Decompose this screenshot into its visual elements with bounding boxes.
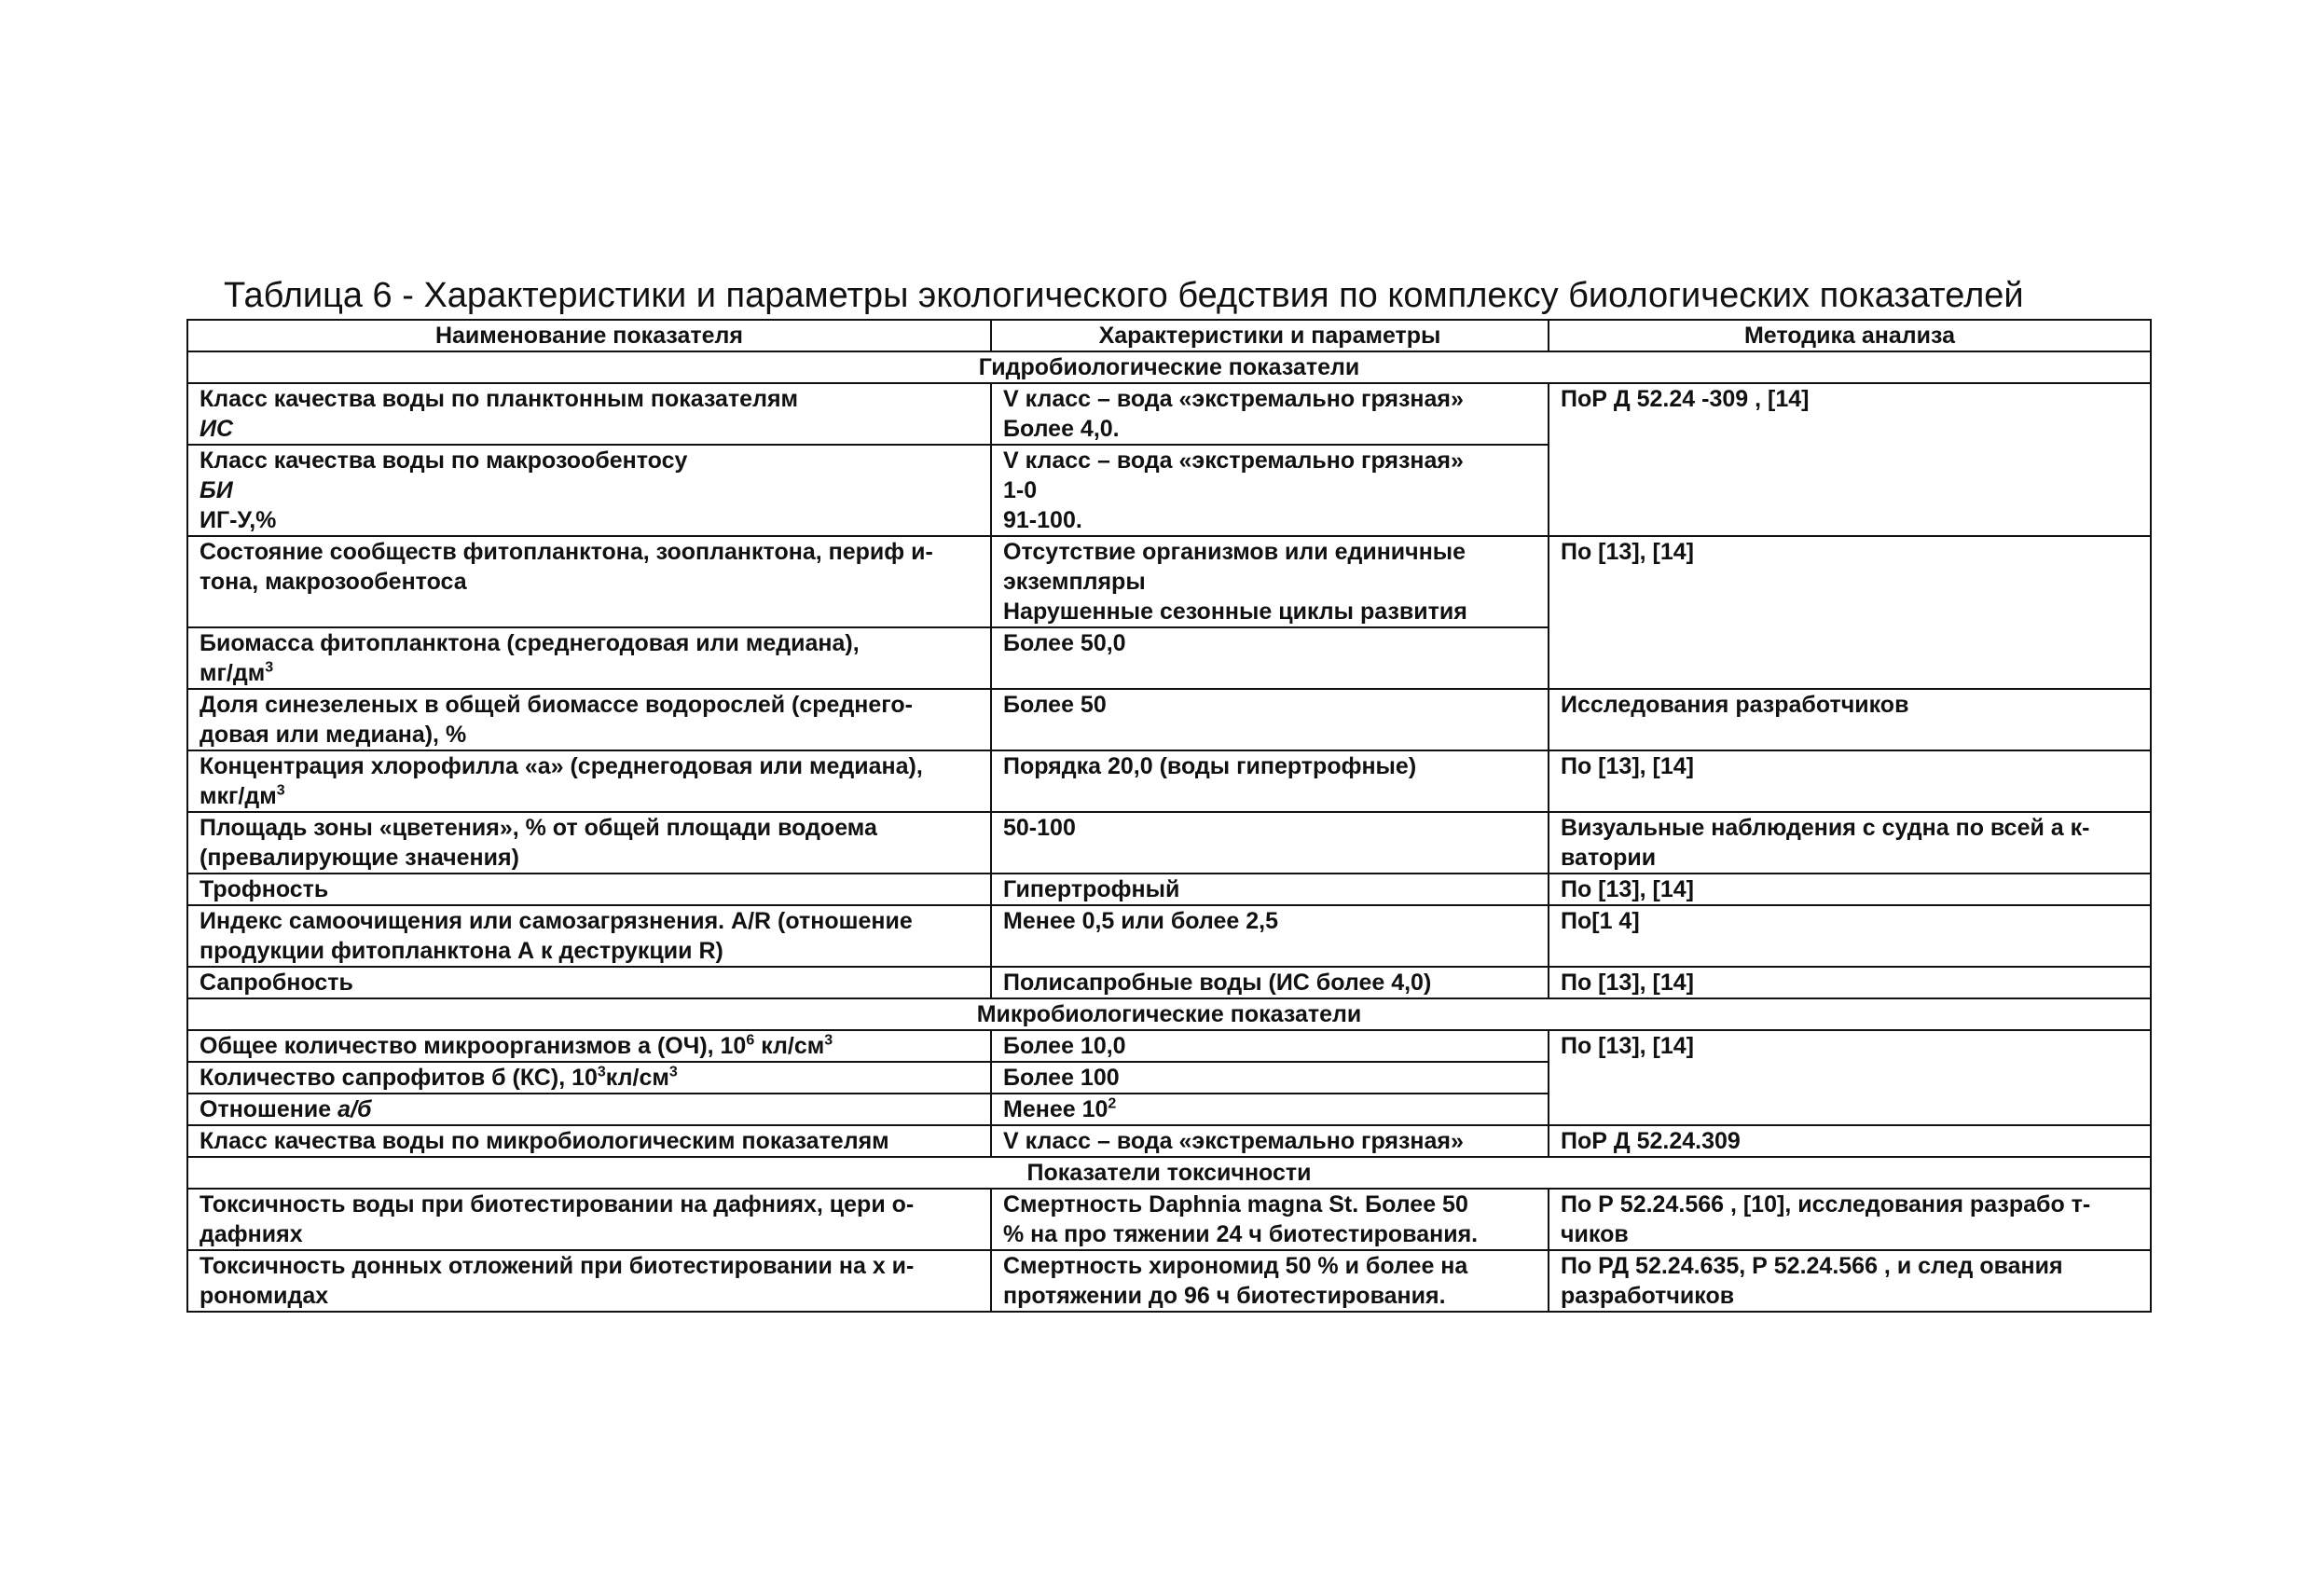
- indicator-name-cell: [187, 967, 991, 998]
- param-text: Более 100: [1003, 1065, 1120, 1091]
- param-text: Смертность Daphnia magna St. Более 50: [1003, 1191, 1468, 1218]
- indicator-name-sub: довая или медиана), %: [200, 722, 467, 748]
- indicator-name: Количество сапрофитов б (КС), $10^3кл/см^3$: [200, 1064, 678, 1091]
- params-cell: [991, 1094, 1549, 1125]
- method-cell: [1549, 1189, 2151, 1250]
- indicator-name-sub: рономидах: [200, 1283, 329, 1309]
- params-cell: [991, 1062, 1549, 1094]
- params-cell: [991, 874, 1549, 905]
- table-row: [187, 689, 2151, 750]
- indicator-name-sub: дафниях: [200, 1221, 303, 1247]
- method-cell: [1549, 1250, 2151, 1312]
- indicator-name-cell: [187, 905, 991, 967]
- indicator-name-sub: БИ: [200, 477, 233, 503]
- param-text: Порядка 20,0 (воды гипертрофные): [1003, 753, 1417, 779]
- table-row: [187, 905, 2151, 967]
- indicator-name: Площадь зоны «цветения», % от общей площади водоема: [200, 815, 877, 841]
- param-text: Смертность хирономид 50 % и более на: [1003, 1253, 1468, 1279]
- indicator-name: Состояние сообществ фитопланктона, зоопланктона, периф и-: [200, 539, 933, 565]
- indicator-name-cell: [187, 1125, 991, 1157]
- table-row: [187, 1250, 2151, 1312]
- params-cell: [991, 1250, 1549, 1312]
- method-cell: [1549, 905, 2151, 967]
- indicator-name: Биомасса фитопланктона (среднегодовая или медиана),: [200, 630, 860, 656]
- param-text: V класс – вода «экстремально грязная»: [1003, 1128, 1464, 1154]
- method-cell: [1549, 383, 2151, 536]
- param-text: 1-0: [1003, 477, 1038, 503]
- indicator-name-sub: ИГ-У,%: [200, 507, 277, 533]
- table-row: [187, 1125, 2151, 1157]
- method-text: По Р 52.24.566 , [10], исследования разрабо т-: [1561, 1191, 2091, 1218]
- indicator-name-cell: [187, 1030, 991, 1062]
- indicator-name: Класс качества воды по микробиологическим показателям: [200, 1128, 889, 1154]
- params-cell: [991, 627, 1549, 689]
- method-text: По[1 4]: [1561, 908, 1640, 934]
- table-row: [187, 1030, 2151, 1062]
- param-text: 50-100: [1003, 815, 1076, 841]
- params-cell: [991, 967, 1549, 998]
- param-text: экземпляры: [1003, 569, 1146, 595]
- method-cell: [1549, 812, 2151, 874]
- superscript: 3: [276, 782, 285, 799]
- param-text: % на про тяжении 24 ч биотестирования.: [1003, 1221, 1479, 1247]
- indicator-name: Сапробность: [200, 970, 353, 996]
- param-text: Более 50,0: [1003, 630, 1126, 656]
- superscript: 3: [265, 659, 274, 676]
- method-text: разработчиков: [1561, 1283, 1735, 1309]
- method-text: По [13], [14]: [1561, 753, 1694, 779]
- method-text: По РД 52.24.635, Р 52.24.566 , и след ования: [1561, 1253, 2063, 1279]
- params-cell: [991, 1030, 1549, 1062]
- method-text: Исследования разработчиков: [1561, 692, 1909, 718]
- param-text: V класс – вода «экстремально грязная»: [1003, 447, 1464, 474]
- method-text: чиков: [1561, 1221, 1629, 1247]
- method-cell: [1549, 874, 2151, 905]
- params-cell: [991, 750, 1549, 812]
- method-cell: [1549, 536, 2151, 689]
- param-text: Более 4,0.: [1003, 416, 1120, 442]
- indicator-name: Класс качества воды по макрозообентосу: [200, 447, 688, 474]
- table-title: Таблица 6 - Характеристики и параметры экологического бедствия по комплексу биологических показателей: [224, 276, 2024, 315]
- indicator-name-cell: [187, 627, 991, 689]
- param-text: V класс – вода «экстремально грязная»: [1003, 386, 1464, 412]
- indicator-name-cell: [187, 1062, 991, 1094]
- ecological-disaster-table: [186, 319, 2152, 1313]
- method-cell: [1549, 967, 2151, 998]
- table-row: [187, 1189, 2151, 1250]
- indicator-name-cell: [187, 812, 991, 874]
- method-text: ПоР Д 52.24.309: [1561, 1128, 1741, 1154]
- indicator-name: Токсичность воды при биотестировании на дафниях, цери о-: [200, 1191, 915, 1218]
- param-text: Нарушенные сезонные циклы развития: [1003, 598, 1467, 625]
- table-row: [187, 536, 2151, 627]
- method-text: По [13], [14]: [1561, 970, 1694, 996]
- params-cell: [991, 445, 1549, 536]
- param-text: Более 50: [1003, 692, 1107, 718]
- param-text: Более 10,0: [1003, 1033, 1126, 1059]
- section-row: [187, 351, 2151, 383]
- indicator-unit: $мг/дм^3$: [200, 659, 274, 686]
- table-row: [187, 383, 2151, 445]
- method-cell: [1549, 1125, 2151, 1157]
- method-text: По [13], [14]: [1561, 539, 1694, 565]
- params-cell: [991, 536, 1549, 627]
- params-cell: [991, 812, 1549, 874]
- indicator-name-cell: [187, 750, 991, 812]
- method-cell: [1549, 1030, 2151, 1125]
- params-cell: [991, 383, 1549, 445]
- indicator-name-sub: (превалирующие значения): [200, 845, 519, 871]
- indicator-name-cell: [187, 536, 991, 627]
- indicator-name: Индекс самоочищения или самозагрязнения. A/R (отношение: [200, 908, 913, 934]
- table-row: [187, 812, 2151, 874]
- method-text: Визуальные наблюдения с судна по всей а к-: [1561, 815, 2090, 841]
- indicator-unit: мкг/$дм^3$: [200, 782, 285, 809]
- section-title-microbiological: Микробиологические показатели: [187, 998, 2151, 1030]
- indicator-name-sub: ИС: [200, 416, 234, 442]
- column-header-params: Характеристики и параметры: [991, 320, 1549, 351]
- params-cell: [991, 905, 1549, 967]
- indicator-name-cell: [187, 1250, 991, 1312]
- header-row: [187, 320, 2151, 351]
- param-text: Полисапробные воды (ИС более 4,0): [1003, 970, 1432, 996]
- indicator-name-cell: [187, 689, 991, 750]
- param-text: Менее $10^2$: [1003, 1095, 1117, 1122]
- method-text: По [13], [14]: [1561, 876, 1694, 902]
- param-text: Отсутствие организмов или единичные: [1003, 539, 1466, 565]
- indicator-name-cell: [187, 445, 991, 536]
- method-text: ПоР Д 52.24 -309 , [14]: [1561, 386, 1810, 412]
- table-row: [187, 967, 2151, 998]
- indicator-name: Отношение а/б: [200, 1096, 372, 1122]
- indicator-name-cell: [187, 1094, 991, 1125]
- indicator-name: Концентрация хлорофилла «а» (среднегодовая или медиана),: [200, 753, 923, 779]
- param-text: 91-100.: [1003, 507, 1082, 533]
- method-cell: [1549, 750, 2151, 812]
- indicator-name: Общее количество микроорганизмов а (ОЧ), $10^6$ $кл/см^3$: [200, 1032, 833, 1059]
- column-header-name: Наименование показателя: [187, 320, 991, 351]
- indicator-name: Доля синезеленых в общей биомассе водорослей (среднего-: [200, 692, 913, 718]
- param-text: Гипертрофный: [1003, 876, 1180, 902]
- indicator-name-cell: [187, 383, 991, 445]
- method-cell: [1549, 689, 2151, 750]
- section-title-hydrobiological: Гидробиологические показатели: [187, 351, 2151, 383]
- table-row: [187, 874, 2151, 905]
- params-cell: [991, 1189, 1549, 1250]
- params-cell: [991, 689, 1549, 750]
- param-text: протяжении до 96 ч биотестирования.: [1003, 1283, 1446, 1309]
- indicator-name: Класс качества воды по планктонным показателям: [200, 386, 799, 412]
- indicator-name: Токсичность донных отложений при биотестировании на х и-: [200, 1253, 915, 1279]
- param-text: Менее 0,5 или более 2,5: [1003, 908, 1278, 934]
- table-row: [187, 750, 2151, 812]
- section-title-toxicity: Показатели токсичности: [187, 1157, 2151, 1189]
- indicator-name-cell: [187, 1189, 991, 1250]
- section-row: [187, 1157, 2151, 1189]
- indicator-name-sub: тона, макрозообентоса: [200, 569, 467, 595]
- column-header-method: Методика анализа: [1549, 320, 2151, 351]
- indicator-name: Трофность: [200, 876, 329, 902]
- indicator-name-sub: продукции фитопланктона А к деструкции R): [200, 938, 723, 964]
- method-text: По [13], [14]: [1561, 1033, 1694, 1059]
- indicator-name-cell: [187, 874, 991, 905]
- params-cell: [991, 1125, 1549, 1157]
- section-row: [187, 998, 2151, 1030]
- method-text: ватории: [1561, 845, 1657, 871]
